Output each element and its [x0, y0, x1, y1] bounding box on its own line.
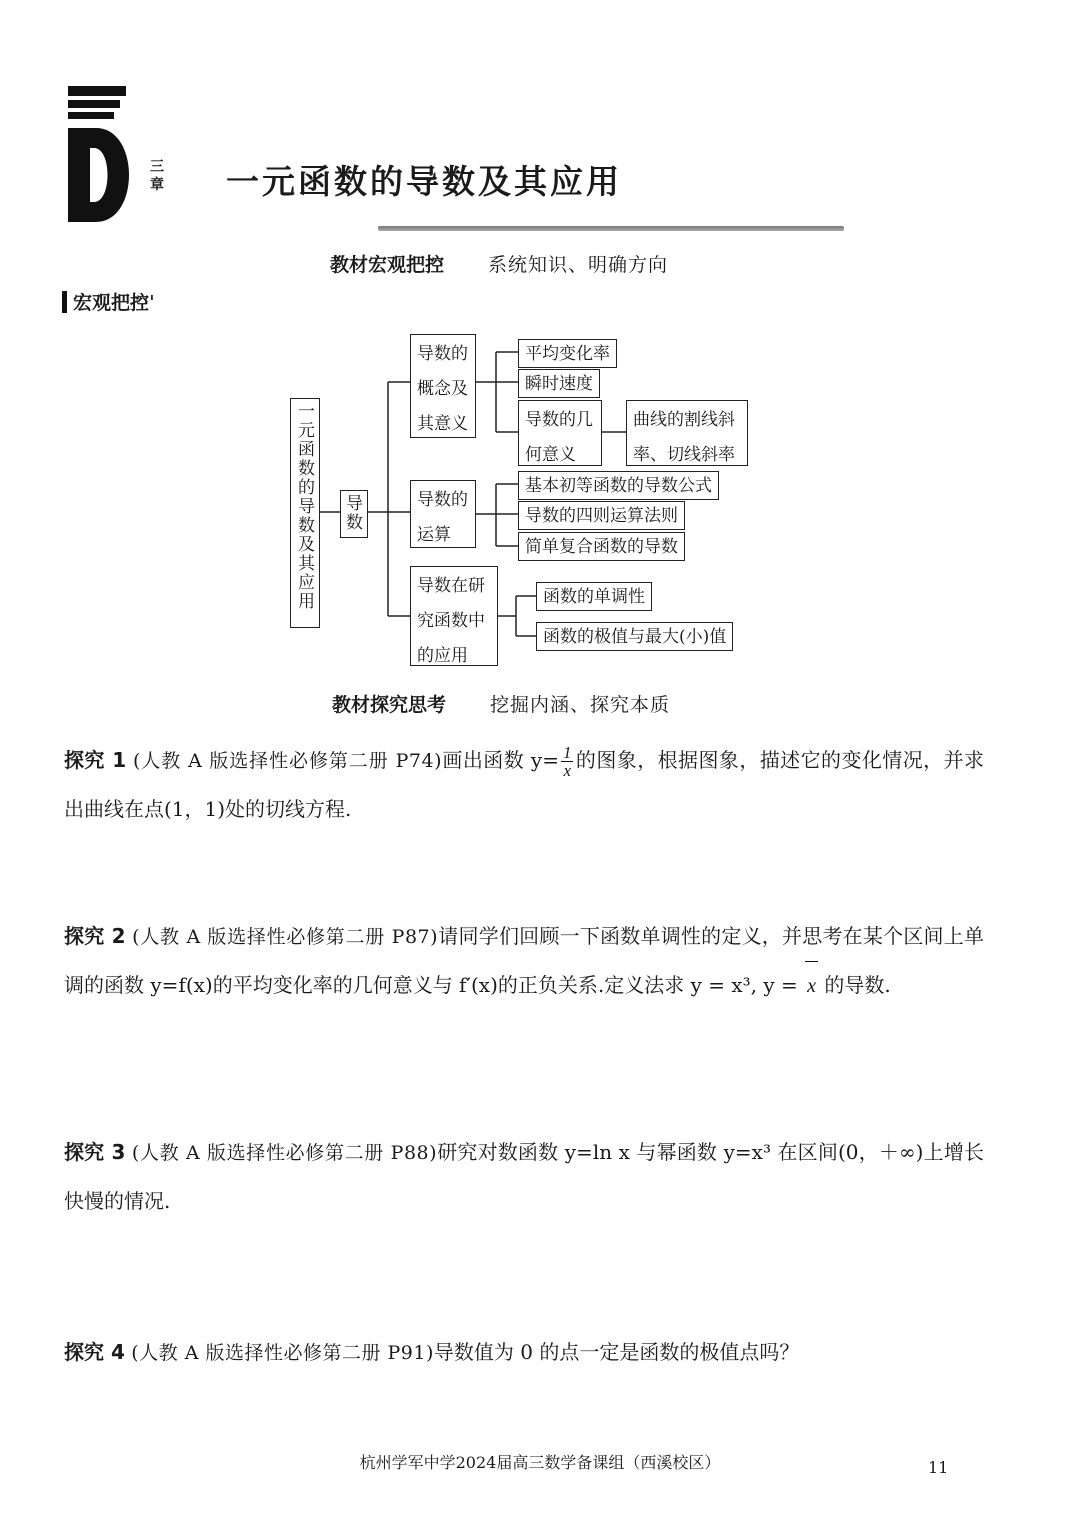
- exploration-3-text: 研究对数函数 y=ln x 与幂函数 y=x³ 在区间(0，＋∞)上增长快慢的情况.: [64, 1140, 984, 1213]
- node-basic-formulas: 基本初等函数的导数公式: [518, 471, 719, 500]
- macro-label-text: 宏观把控: [73, 292, 150, 314]
- branch-concept: 导数的概念及其意义: [410, 334, 476, 438]
- exploration-4-text: 导数值为 0 的点一定是函数的极值点吗？: [433, 1340, 800, 1364]
- fraction-one-over-x: $\frac{1}{x}$: [562, 743, 572, 780]
- node-monotonicity: 函数的单调性: [536, 582, 652, 611]
- exploration-3-label: 探究 3: [64, 1140, 126, 1164]
- exploration-1-text-a: 画出函数 y=: [442, 748, 559, 772]
- exploration-3-source: (人教 A 版选择性必修第二册 P88): [131, 1142, 438, 1164]
- node-extrema: 函数的极值与最大(小)值: [536, 622, 733, 651]
- exploration-1-label: 探究 1: [64, 748, 127, 772]
- explore-subheading-text: 挖掘内涵、探究本质: [490, 694, 671, 716]
- node-instant-speed: 瞬时速度: [518, 369, 600, 398]
- exploration-4-label: 探究 4: [64, 1340, 125, 1364]
- chapter-title: 一元函数的导数及其应用: [226, 162, 622, 201]
- footer-text: 杭州学军中学2024届高三数学备课组（西溪校区）: [359, 1453, 721, 1472]
- mind-map-root: 一元函数的导数及其应用: [290, 398, 320, 628]
- explore-heading-text: 教材探究思考: [332, 694, 447, 716]
- branch-applications: 导数在研究函数中的应用: [410, 566, 498, 666]
- exploration-1-source: (人教 A 版选择性必修第二册 P74): [132, 750, 442, 772]
- chapter-number-label: 三 章: [150, 159, 164, 193]
- exploration-3: [64, 1128, 984, 1225]
- exploration-2-source: (人教 A 版选择性必修第二册 P87): [132, 926, 439, 948]
- explore-section-heading: [332, 690, 670, 717]
- node-average-rate: 平均变化率: [518, 339, 617, 368]
- exploration-2-text-a: 请同学们回顾一下函数单调性的定义，并思考在某个区间上单调的函数 y=f(x)的平均变化率的几何意义与 f′(x)的正负关系.定义法求 y = x³, y =: [64, 924, 984, 997]
- mind-map-hub: 导数: [340, 490, 368, 538]
- node-composite-derivative: 简单复合函数的导数: [518, 532, 685, 561]
- macro-heading-text: 教材宏观把控: [330, 254, 445, 276]
- exploration-1: [64, 736, 984, 833]
- exploration-2: [64, 912, 984, 1010]
- exploration-1-text-b: 的图象，根据图象，描述它的变化情况，并求出曲线在点(1，1)处的切线方程.: [64, 748, 985, 821]
- node-geometric-meaning: 导数的几何意义: [518, 400, 602, 466]
- node-four-operations: 导数的四则运算法则: [518, 501, 685, 530]
- exploration-2-label: 探究 2: [64, 924, 126, 948]
- exploration-4-source: (人教 A 版选择性必修第二册 P91): [131, 1342, 434, 1364]
- macro-label: 宏观把控ˈ: [62, 288, 155, 315]
- exploration-4: [64, 1328, 984, 1377]
- node-secant-tangent-slope: 曲线的割线斜率、切线斜率: [626, 400, 748, 466]
- macro-subheading-text: 系统知识、明确方向: [488, 254, 669, 276]
- page-number: 11: [928, 1458, 949, 1477]
- exploration-2-text-b: 的导数.: [818, 973, 891, 997]
- branch-operations: 导数的运算: [410, 480, 476, 548]
- sqrt-x: x: [805, 961, 818, 1010]
